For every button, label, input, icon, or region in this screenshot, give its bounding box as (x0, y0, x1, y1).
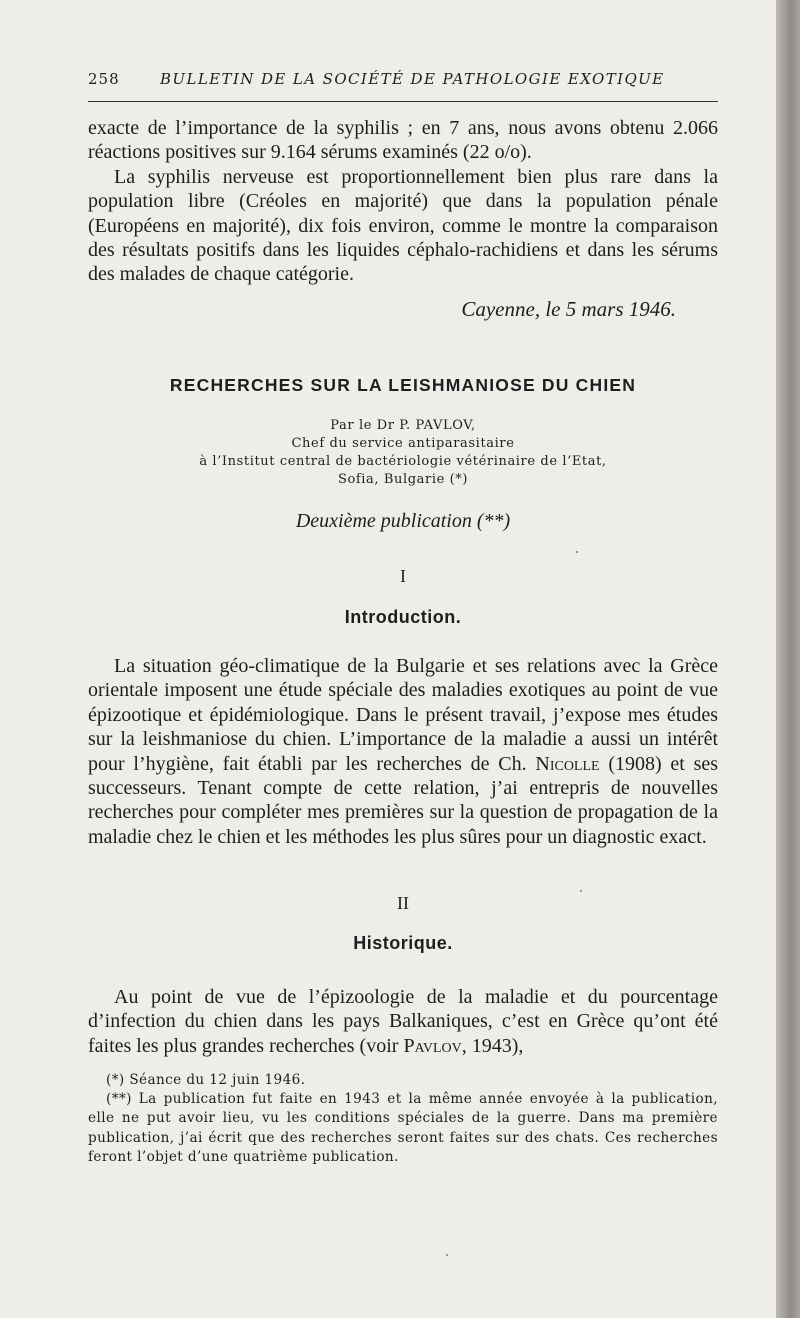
article-subtitle: Deuxième publication (**) (295, 510, 511, 532)
journal-title: BULLETIN DE LA SOCIÉTÉ DE PATHOLOGIE EXOTIQUE (160, 70, 665, 88)
byline-position: Chef du service antiparasitaire (291, 436, 515, 451)
page-edge-shadow (776, 0, 800, 1318)
paragraph (88, 985, 718, 1058)
footnotes (88, 1071, 718, 1167)
footnote: (*) Séance du 12 juin 1946. (106, 1072, 306, 1088)
print-speck (580, 890, 582, 892)
signoff-place-date: Cayenne, le 5 mars 1946. (461, 297, 676, 321)
text-run: , 1943), (461, 1034, 524, 1057)
paragraph: La syphilis nerveuse est proportionnellement bien plus rare dans la population libre (Créoles en majorité) que dans la population pénale (Européens en majorité), dix fois environ, comme le montre la comparaison des résultats positifs dans les liquides céphalo-rachidiens et dans les sérums des malades de chaque catégorie. (88, 165, 718, 286)
byline-location: Sofia, Bulgarie (*) (337, 472, 469, 487)
footnote: (**) La publication fut faite en 1943 et la même année envoyée à la publication, elle ne put avoir lieu, vu les conditions spéciales de la guerre. Dans ma première publication, j’ai écrit que des recherches seront faites sur des chats. Ces recherches feront l’objet d’une quatrième publication. (88, 1091, 718, 1165)
print-speck (446, 1254, 448, 1256)
previous-article-text (88, 116, 718, 287)
page-number: 258 (88, 70, 120, 88)
section-number: II (397, 893, 409, 913)
paragraph: exacte de l’importance de la syphilis ; en 7 ans, nous avons obtenu 2.066 réactions positives sur 9.164 sérums examinés (22 o/o). (88, 117, 718, 164)
text-run: La situation géo-climatique de la Bulgarie et ses relations avec la Grèce orientale imposent une étude spéciale des maladies exotiques au point de vue épizootique et épidémiologique. Dans le présent travail, j’expose mes études sur la leishmaniose du chien. L’importance de la maladie a aussi un intérêt pour l’hygiène, fait établi par les recherches de Ch. (88, 655, 718, 775)
byline-institution: à l’Institut central de bactériologie vétérinaire de l’Etat, (199, 454, 607, 469)
author-reference: Nicolle (535, 752, 600, 775)
section-heading: Historique. (353, 933, 453, 953)
byline-author: Par le Dr P. PAVLOV, (330, 418, 476, 433)
text-run: (1908) et ses successeurs. Tenant compte de cette relation, j’ai entrepris de nouvelles recherches pour compléter mes premières sur la question de propagation de la maladie chez le chien et les méthodes les plus sûres pour un diagnostic exact. (88, 752, 719, 848)
text-run: Au point de vue de l’épizoologie de la maladie et du pourcentage d’infection du chien dans les pays Balkaniques, c’est en Grèce qu’ont été faites les plus grandes recherches (voir (88, 986, 718, 1057)
print-speck (576, 551, 578, 553)
byline (88, 417, 718, 489)
introduction-text (88, 654, 718, 849)
section-number: I (400, 566, 406, 586)
historique-text (88, 985, 718, 1058)
author-reference: Pavlov (403, 1034, 462, 1057)
article-title: RECHERCHES SUR LA LEISHMANIOSE DU CHIEN (169, 375, 637, 395)
paragraph (88, 654, 718, 849)
header-rule (88, 101, 718, 102)
section-heading: Introduction. (344, 607, 462, 627)
